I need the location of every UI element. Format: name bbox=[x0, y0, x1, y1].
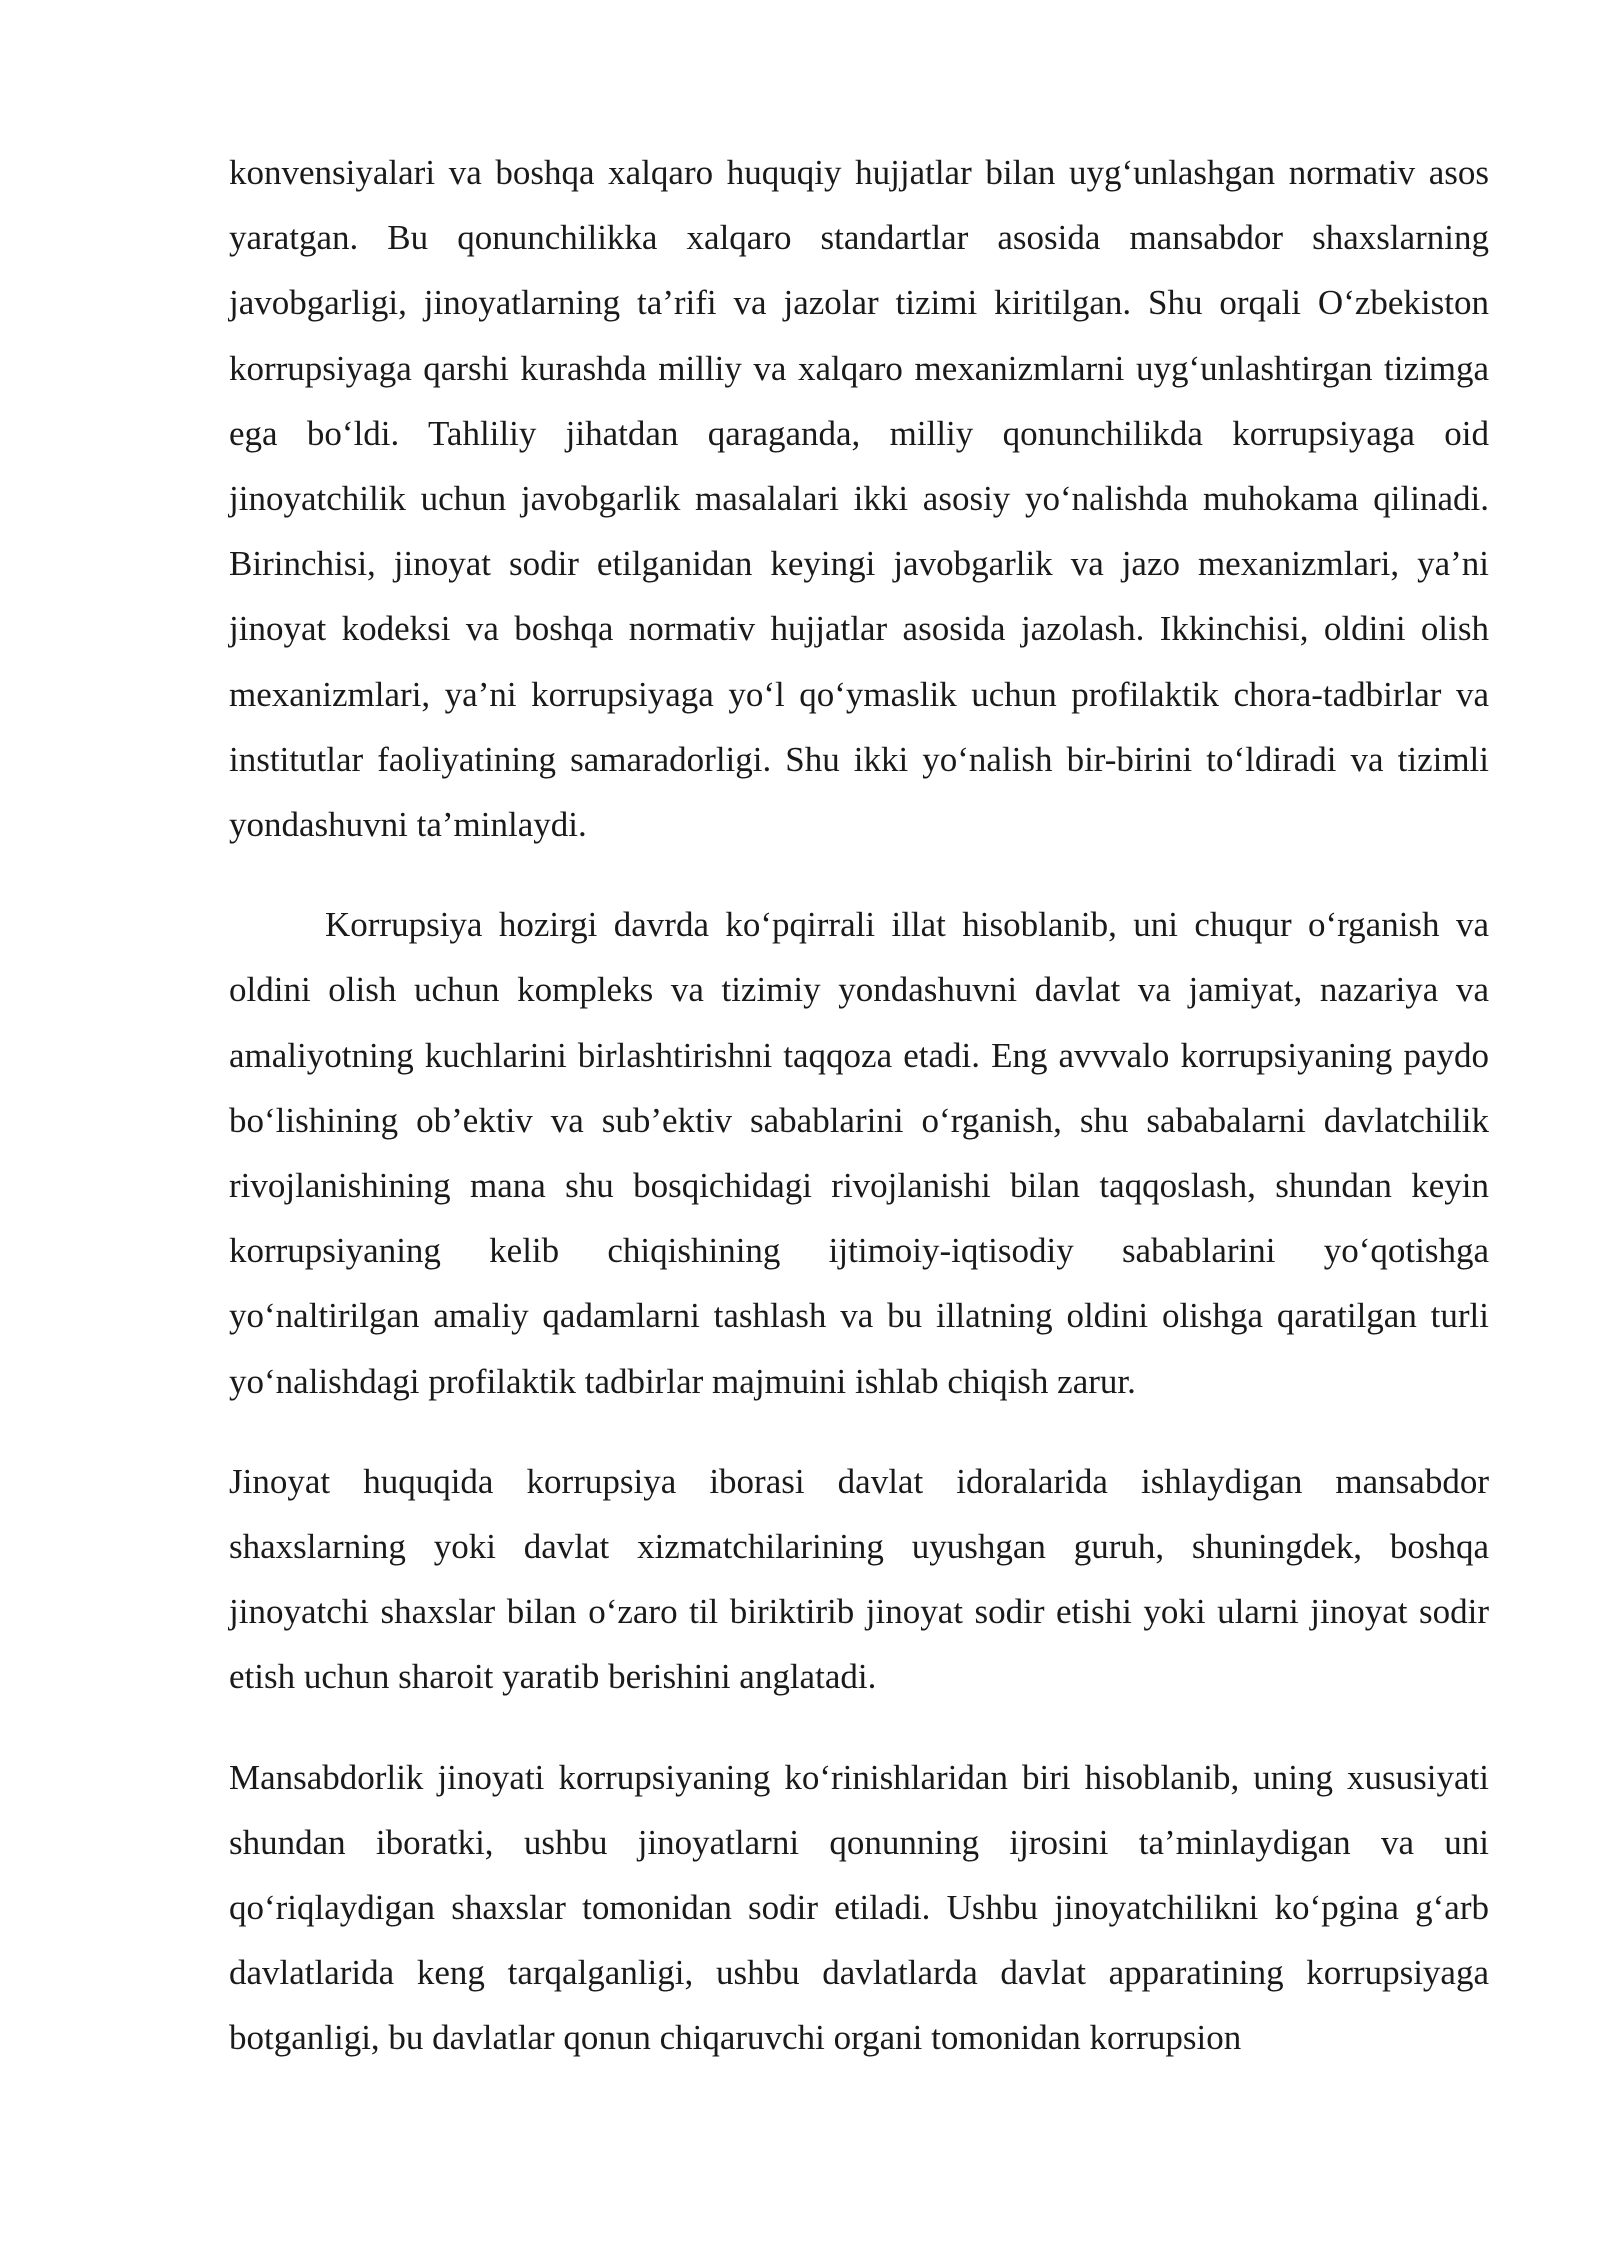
paragraph-1: konvensiyalari va boshqa xalqaro huquqiy hujjatlar bilan uyg‘unlashgan normativ asos yaratgan. Bu qonunchilikka xalqaro standartlar asosida mansabdor shaxslarning javobgarligi, jinoyatlarning ta’rifi va jazolar tizimi kiritilgan. Shu orqali O‘zbekiston korrupsiyaga qarshi kurashda milliy va xalqaro mexanizmlarni uyg‘unlashtirgan tizimga ega bo‘ldi. Tahliliy jihatdan qaraganda, milliy qonunchilikda korrupsiyaga oid jinoyatchilik uchun javobgarlik masalalari ikki asosiy yo‘nalishda muhokama qilinadi. Birinchisi, jinoyat sodir etilganidan keyingi javobgarlik va jazo mexanizmlari, ya’ni jinoyat kodeksi va boshqa normativ hujjatlar asosida jazolash. Ikkinchisi, oldini olish mexanizmlari, ya’ni korrupsiyaga yo‘l qo‘ymaslik uchun profilaktik chora-tadbirlar va institutlar faoliyatining samaradorligi. Shu ikki yo‘nalish bir-birini to‘ldiradi va tizimli yondashuvni ta’minlaydi. bbox=[229, 153, 1489, 845]
paragraph-2: Korrupsiya hozirgi davrda ko‘pqirrali illat hisoblanib, uni chuqur o‘rganish va oldini olish uchun kompleks va tizimiy yondashuvni davlat va jamiyat, nazariya va amaliyotning kuchlarini birlashtirishni taqqoza etadi. Eng avvvalo korrupsiyaning paydo bo‘lishining ob’ektiv va sub’ektiv sabablarini o‘rganish, shu sababalarni davlatchilik rivojlanishining mana shu bosqichidagi rivojlanishi bilan taqqoslash, shundan keyin korrupsiyaning kelib chiqishining ijtimoiy-iqtisodiy sabablarini yo‘qotishga yo‘naltirilgan amaliy qadamlarni tashlash va bu illatning oldini olishga qaratilgan turli yo‘nalishdagi profilaktik tadbirlar majmuini ishlab chiqish zarur. bbox=[229, 905, 1489, 1401]
paragraph-3: Jinoyat huquqida korrupsiya iborasi davlat idoralarida ishlaydigan mansabdor shaxslarning yoki davlat xizmatchilarining uyushgan guruh, shuningdek, boshqa jinoyatchi shaxslar bilan o‘zaro til biriktirib jinoyat sodir etishi yoki ularni jinoyat sodir etish uchun sharoit yaratib berishini anglatadi. bbox=[229, 1461, 1489, 1697]
body-text bbox=[229, 140, 1489, 2071]
paragraph-4: Mansabdorlik jinoyati korrupsiyaning ko‘rinishlaridan biri hisoblanib, uning xususiyati shundan iboratki, ushbu jinoyatlarni qonunning ijrosini ta’minlaydigan va uni qo‘riqlaydigan shaxslar tomonidan sodir etiladi. Ushbu jinoyatchilikni ko‘pgina g‘arb davlatlarida keng tarqalganligi, ushbu davlatlarda davlat apparatining korrupsiyaga botganligi, bu davlatlar qonun chiqaruvchi organi tomonidan korrupsion bbox=[229, 1757, 1489, 2058]
